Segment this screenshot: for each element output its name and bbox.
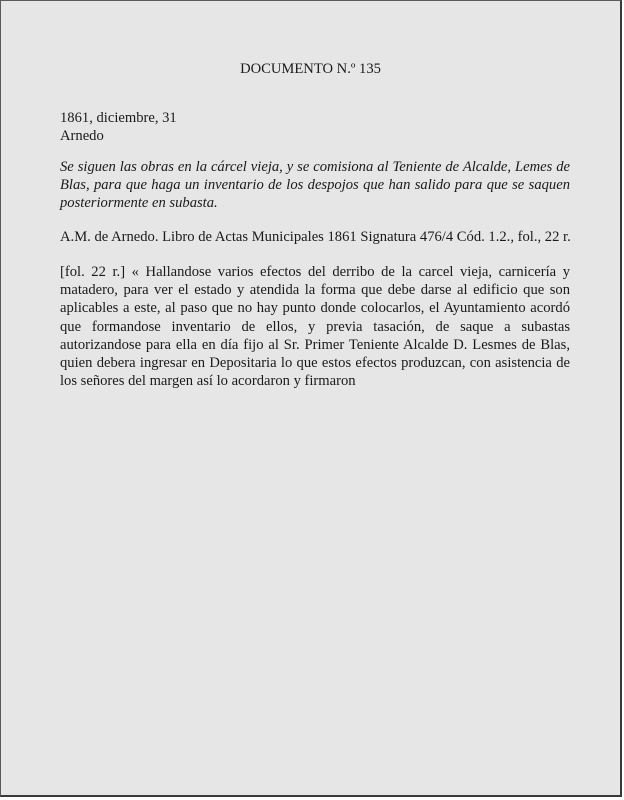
document-title: DOCUMENTO N.º 135 [240,61,381,77]
document-place: Arnedo [60,128,104,145]
document-transcription: [fol. 22 r.] « Hallandose varios efectos del derribo de la carcel vieja, carnicería y matadero, para ver el estado y atendida la forma que debe darse al edificio que son aplicables a este, al paso que no hay punto donde colocarlos, el Ayuntamiento acordó que formandose inventario de ellos, y previa tasación, de saque a subastas autorizandose para ella en día fijo al Sr. Primer Teniente Alcalde D. Lesmes de Blas, quien debera ingresar en Depositaria lo que estos efectos produzcan, con asistencia de los señores del margen así lo acordaron y firmaron [60,264,570,390]
document-summary: Se siguen las obras en la cárcel vieja, y se comisiona al Teniente de Alcalde, Lemes de Blas, para que haga un inventario de los despojos que han salido para que se saquen posteriormente en subasta. [60,159,570,212]
document-meta [60,109,177,145]
document-date: 1861, diciembre, 31 [60,110,177,126]
document-source: A.M. de Arnedo. Libro de Actas Municipales 1861 Signatura 476/4 Cód. 1.2., fol., 22 r. [60,229,571,245]
